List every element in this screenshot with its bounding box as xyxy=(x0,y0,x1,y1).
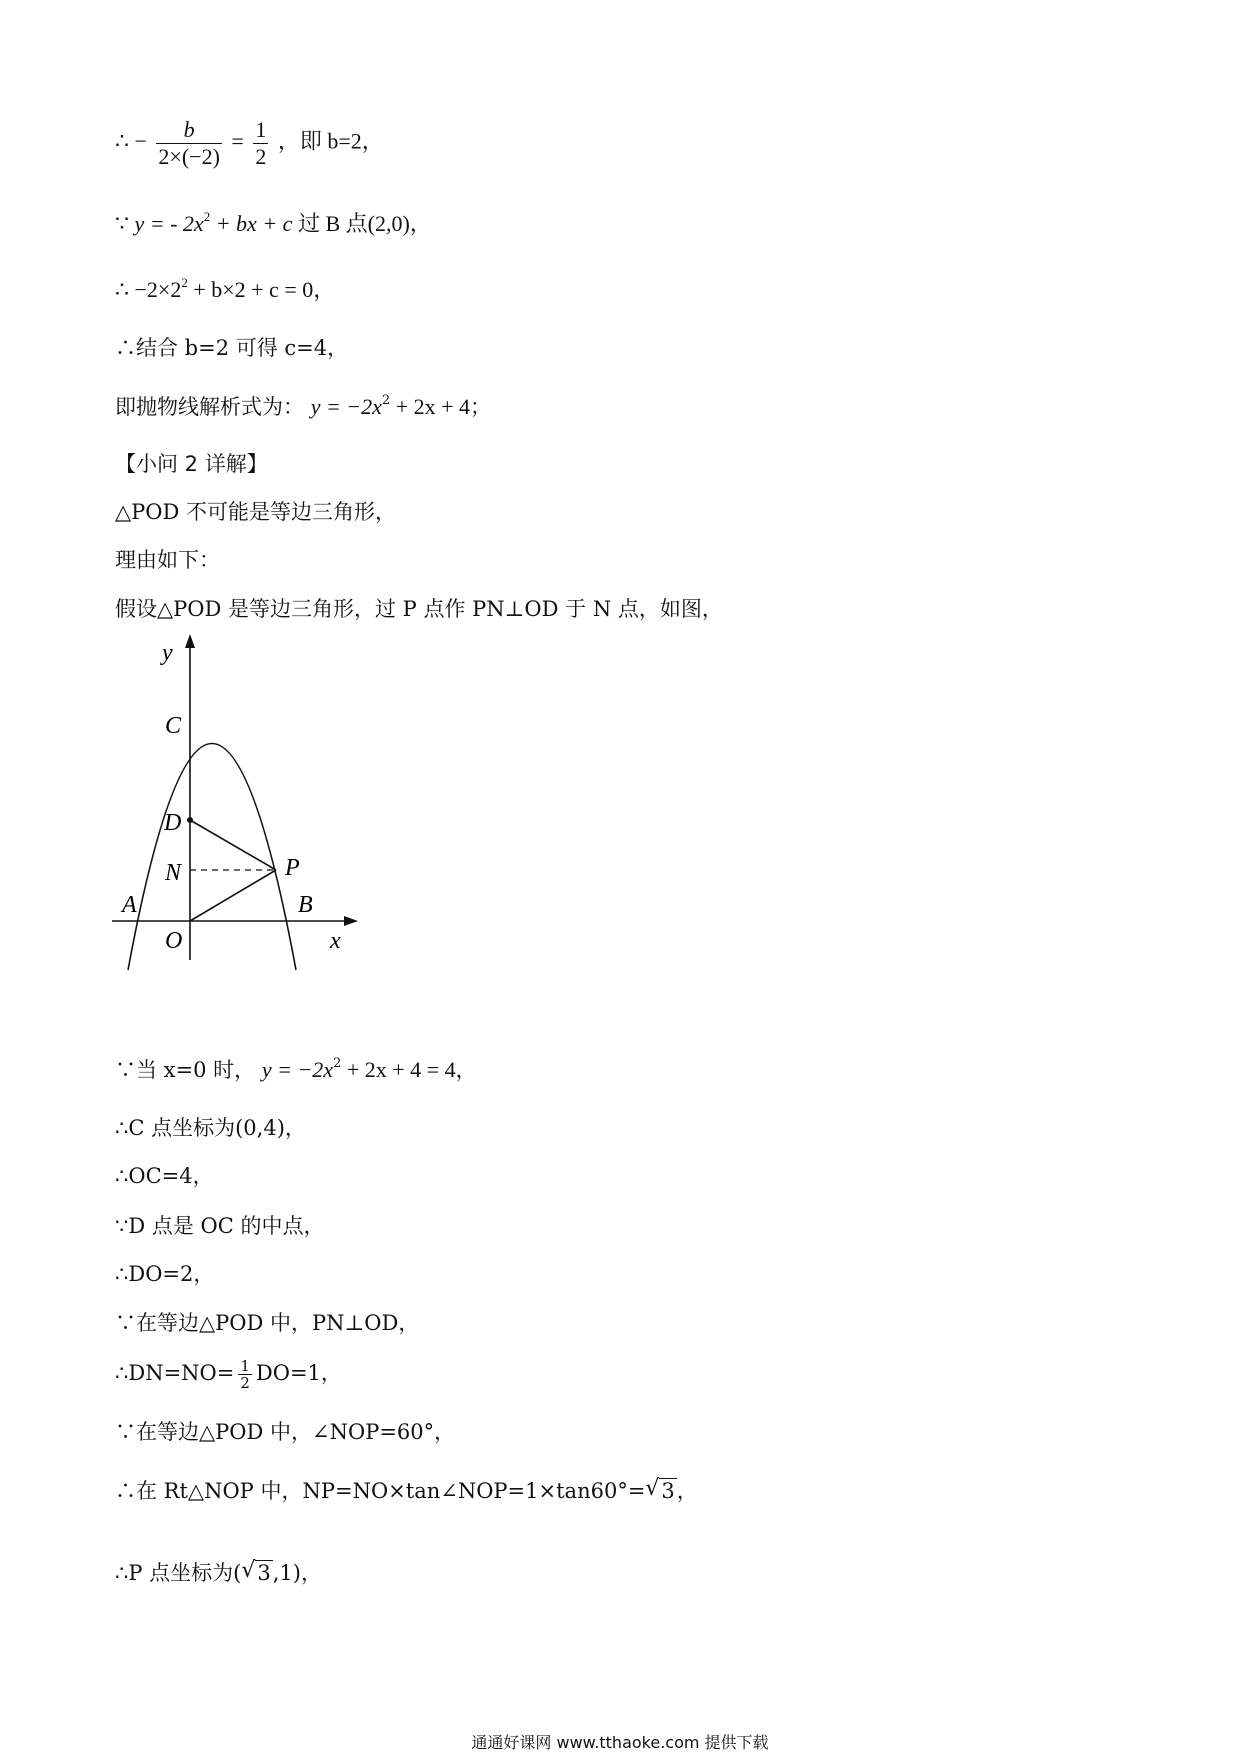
line-c-value: ∴结合 b=2 可得 c=4， xyxy=(115,336,349,360)
line-text: ∴DN=NO= xyxy=(115,1361,235,1385)
line-dn-no xyxy=(115,1358,342,1391)
fraction-numerator: 1 xyxy=(240,1357,250,1375)
line-perpendicular: ∵在等边△POD 中，PN⊥OD， xyxy=(115,1311,420,1335)
line-c-coordinates: ∴C 点坐标为(0,4)， xyxy=(115,1116,306,1140)
line-passes-b xyxy=(115,210,432,238)
x-axis-arrow xyxy=(344,916,358,926)
radicand: 3 xyxy=(661,1479,675,1503)
line-text: 即抛物线解析式为： xyxy=(115,395,304,419)
line-y-at-zero xyxy=(115,1056,477,1084)
equation-part: y = −2x xyxy=(310,394,382,419)
label-c: C xyxy=(165,713,182,739)
line-text: ， xyxy=(676,1479,698,1503)
point-d xyxy=(187,817,193,823)
line-text: ∴P 点坐标为( xyxy=(115,1561,242,1585)
square-root xyxy=(645,1477,676,1505)
superscript: 2 xyxy=(181,275,188,290)
fraction-denominator: 2 xyxy=(255,144,267,169)
line-text: ， xyxy=(313,277,336,302)
equals-sign: = xyxy=(231,128,244,154)
because-symbol: ∵ xyxy=(115,211,129,236)
equation-part: + bx + c xyxy=(210,211,293,236)
line-assumption: 假设△POD 是等边三角形，过 P 点作 PN⊥OD 于 N 点，如图， xyxy=(115,597,723,621)
line-text: ； xyxy=(470,395,492,419)
line-substitution xyxy=(115,276,335,304)
line-text: ，即 b=2， xyxy=(277,128,384,154)
line-d-midpoint: ∵D 点是 OC 的中点， xyxy=(115,1214,325,1238)
label-n: N xyxy=(165,860,182,886)
y-axis-arrow xyxy=(185,634,195,648)
therefore-symbol: ∴ xyxy=(115,128,129,154)
line-oc-length: ∴OC=4， xyxy=(115,1164,214,1188)
therefore-symbol: ∴ xyxy=(115,277,129,302)
superscript: 2 xyxy=(381,393,391,408)
label-d: D xyxy=(164,810,182,836)
fraction-b-over-den xyxy=(156,117,221,170)
label-a: A xyxy=(122,892,137,918)
equation-part: + 2x + 4 = 4 xyxy=(341,1057,456,1082)
segment-op xyxy=(190,870,276,921)
line-text: 过 B 点(2,0)， xyxy=(292,211,432,236)
parabola-curve xyxy=(128,744,296,971)
equation-part: + 2x + 4 xyxy=(390,394,471,419)
line-do-length: ∴DO=2， xyxy=(115,1262,215,1286)
minus-sign: − xyxy=(134,128,147,154)
line-np-length xyxy=(115,1477,698,1505)
page-footer: 通通好课网 www.tthaoke.com 提供下载 xyxy=(471,1733,769,1752)
line-text: ∵当 x=0 时， xyxy=(115,1058,256,1082)
superscript: 2 xyxy=(203,209,211,224)
label-y: y xyxy=(162,640,173,666)
square-root xyxy=(241,1559,272,1587)
fraction-numerator: 1 xyxy=(255,117,267,142)
equation-part: + b×2 + c = 0 xyxy=(187,277,314,302)
fraction-numerator: b xyxy=(156,117,221,144)
line-p-coordinates xyxy=(115,1559,322,1587)
line-text: ∴在 Rt△NOP 中，NP=NO×tan∠NOP=1×tan60°= xyxy=(115,1479,646,1503)
line-reason: 理由如下： xyxy=(115,548,220,572)
line-text: ,1)， xyxy=(272,1561,322,1585)
label-p: P xyxy=(285,855,300,881)
equation-part: y = - 2x xyxy=(134,211,204,236)
label-x: x xyxy=(330,928,341,954)
fraction-denominator: 2×(−2) xyxy=(158,144,220,169)
line-claim: △POD 不可能是等边三角形， xyxy=(115,500,397,524)
line-angle-nop: ∵在等边△POD 中，∠NOP=60°， xyxy=(115,1420,456,1444)
parabola-figure xyxy=(110,630,380,980)
equation-part: −2×2 xyxy=(134,277,182,302)
line-parabola-formula xyxy=(115,393,491,421)
fraction-one-half xyxy=(238,1358,252,1391)
line-b-value xyxy=(115,117,384,170)
label-b: B xyxy=(298,892,313,918)
label-o: O xyxy=(165,928,183,954)
radicand: 3 xyxy=(257,1561,271,1585)
line-text: DO=1， xyxy=(255,1361,342,1385)
fraction-denominator: 2 xyxy=(240,1374,250,1392)
superscript: 2 xyxy=(333,1056,342,1071)
fraction-one-half xyxy=(253,117,268,170)
section-heading: 【小问 2 详解】 xyxy=(115,452,268,476)
line-text: ， xyxy=(455,1058,477,1082)
equation-part: y = −2x xyxy=(261,1057,334,1082)
